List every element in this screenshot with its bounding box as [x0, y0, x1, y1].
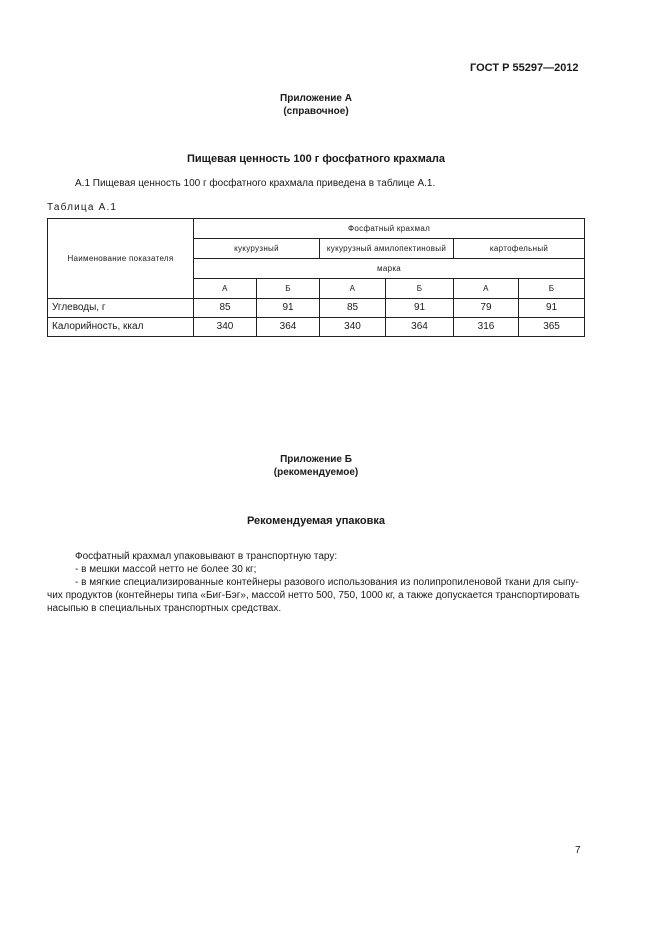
nutrition-table [47, 218, 585, 337]
group-header: Фосфатный крахмал [194, 219, 585, 239]
table-caption: Таблица А.1 [47, 202, 118, 213]
table-cell: 79 [454, 299, 519, 318]
table-cell: 364 [386, 318, 454, 337]
row-name: Калорийность, ккал [48, 318, 194, 337]
table-cell: 85 [320, 299, 386, 318]
grade-header: А [320, 279, 386, 299]
table-cell: 85 [194, 299, 257, 318]
kind-header: картофельный [454, 239, 585, 259]
appendix-a-section-title: Пищевая ценность 100 г фосфатного крахмала [187, 153, 445, 165]
table-cell: 91 [386, 299, 454, 318]
packaging-text-line: - в мешки массой нетто не более 30 кг; [75, 564, 257, 575]
packaging-text-line: насыпью в специальных транспортных средствах. [47, 603, 282, 614]
grade-header: Б [386, 279, 454, 299]
page-number: 7 [575, 845, 581, 856]
packaging-text-line: Фосфатный крахмал упаковывают в транспортную тару: [75, 551, 338, 562]
appendix-b-section-title: Рекомендуемая упаковка [246, 515, 385, 527]
grade-header: А [194, 279, 257, 299]
table-row [48, 318, 585, 337]
table-cell: 365 [519, 318, 585, 337]
grade-header: А [454, 279, 519, 299]
table-cell: 316 [454, 318, 519, 337]
table-cell: 91 [257, 299, 320, 318]
table-row [48, 299, 585, 318]
kind-header: кукурузный амилопектиновый [320, 239, 454, 259]
appendix-b-status: (рекомендуемое) [273, 467, 359, 478]
table-cell: 364 [257, 318, 320, 337]
table-cell: 340 [320, 318, 386, 337]
grade-header: Б [519, 279, 585, 299]
appendix-a-title: Приложение А [280, 93, 352, 104]
appendix-a-paragraph: А.1 Пищевая ценность 100 г фосфатного крахмала приведена в таблице А.1. [75, 178, 436, 189]
row-name: Углеводы, г [48, 299, 194, 318]
indicator-header: Наименование показателя [48, 219, 194, 299]
standard-code: ГОСТ Р 55297—2012 [470, 62, 579, 74]
packaging-text-line: чих продуктов (контейнеры типа «Биг-Бэг», массой нетто 500, 750, 1000 кг, а также допускается транспортировать [47, 590, 580, 601]
grade-label: марка [194, 259, 585, 279]
appendix-b-title: Приложение Б [280, 454, 352, 465]
table-cell: 91 [519, 299, 585, 318]
packaging-text-line: - в мягкие специализированные контейнеры разового использования из полипропиленовой ткани для сыпу- [75, 577, 579, 588]
kind-header: кукурузный [194, 239, 320, 259]
table-cell: 340 [194, 318, 257, 337]
appendix-a-status: (справочное) [283, 106, 349, 117]
grade-header: Б [257, 279, 320, 299]
